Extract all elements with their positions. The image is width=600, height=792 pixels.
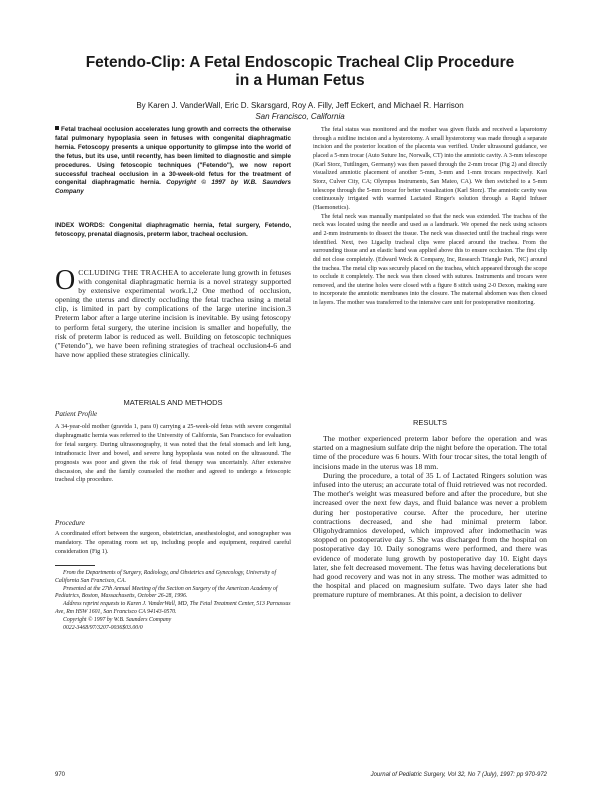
results-text — [313, 434, 547, 600]
paper-title — [0, 54, 600, 90]
paragraph: During the procedure, a total of 35 L of Lactated Ringers solution was infused into the uterus; an accurate total of fluid retrieved was not recorded. The mother's weight was measured before and after the procedure, but she increased over the next few days, and fluid balance was never a problem during her postoperative course. After the procedure, her uterine contractions decreased, and she had minimal preterm labor. Oligohydramnios developed, which improved after indomethacin was stopped on postoperative day 5. She was discharged from the hospital on postoperative day 10. Daily sonograms were performed, and there was evidence of moderate lung growth by postoperative day 10. Eight days later, she felt decreased movement. The fetus was having decelerations but had good recovery and was not in any stress. The mother was admitted to the hospital and placed on magnesium sulfate. Two days later she had premature rupture of membranes. At this point, a decision to deliver — [313, 470, 547, 600]
abstract-copyright: Copyright © 1997 by W.B. Saunders Company — [55, 179, 291, 196]
paragraph: The fetal neck was manually manipulated so that the neck was extended. The trachea of the neck was located using the needle and used as a landmark. We opened the neck using scissors and 2-mm instruments to dissect the tissue. The neck was dissected until the tracheal rings were identified. Next, two Ligaclip tracheal clips were placed around the trachea. From the surrounding tissue and an elastic band was applied above this to ensure occlusion. The first clip did not close completely. (Edward Weck & Company, Inc, Research Triangle Park, NC) around the trachea. The metal clip was securely placed on the trachea, which appeared through the scope to occlude it completely. The neck was then closed with sutures. Instruments and trocars were removed, and the uterine holes were closed with a figure 8 stitch using 2-0 Dexon, making sure to incorporate the amniotic membranes into the closure. The maternal abdomen was then closed in layers. The mother was transferred to the intensive care unit for postoperative monitoring. — [313, 213, 547, 307]
page-number: 970 — [55, 772, 66, 778]
patient-profile-heading: Patient Profile — [55, 410, 98, 418]
journal-citation: Journal of Pediatric Surgery, Vol 32, No 7 (July), 1997: pp 970-972 — [370, 772, 547, 778]
patient-profile-text: A 34-year-old mother (gravida 1, para 0) carrying a 25-week-old fetus with severe congenital diaphragmatic hernia was referred to the University of California, San Francisco for evaluation for fetal surgery. During ultrasonography, it was noted that the fetal stomach and left lung, intrathoracic liver and bowel, and severe lung hypoplasia was noted on the ultrasound. The prognosis was poor and given the risk of fetal therapy was uncertainly. After extensive discussion, she and the family counseled the mother and agreed to undergo a fetoscopic tracheal clip procedure. — [55, 423, 291, 484]
footnote: Address reprint requests to Karen J. VanderWall, MD, The Fetal Treatment Center, 513 Parnassus Ave, Rm HSW 1601, San Francisco CA 94143-0570. — [55, 601, 291, 615]
introduction — [55, 265, 292, 359]
index-words: INDEX WORDS: Congenital diaphragmatic hernia, fetal surgery, Fetendo, fetoscopy, prenatal diagnosis, preterm labor, tracheal occlusion. — [55, 222, 291, 238]
title-line-1: Fetendo-Clip: A Fetal Endoscopic Tracheal Clip Procedure — [85, 54, 515, 71]
paragraph: The fetal status was monitored and the mother was given fluids and received a laparotomy through a midline incision and a hysterotomy. A small hysterotomy was made through a separate incision and the posterior location of the placenta was verified. Under ultrasound guidance, we placed a 5-mm trocar (Auto Suture Inc, Norwalk, CT) into the amniotic cavity. A 3-mm telescope (Karl Storz, Tuttlingen, Germany) was then passed through the 2-mm trocar (Fig 2) and directly visualized amniotic placement of another 5-mm, 3-mm and 1-mm trocars respectively. Karl Storz, Culver City, CA; Olympus Instruments, San Mateo, CA). We then switched to a 5-mm telescope through the 5-mm trocar for better visualization (Karl Storz). The amniotic cavity was continuously irrigated with warmed Lactated Ringer's solution through a Rapid Infuser (Haemonetics). — [313, 127, 547, 211]
square-bullet-icon — [55, 126, 59, 130]
procedure-heading: Procedure — [55, 519, 85, 527]
procedure-continued — [313, 126, 547, 308]
footnote: From the Departments of Surgery, Radiology, and Obstetrics and Gynecology, University of California San Francisco, CA. — [55, 570, 277, 584]
author-list: By Karen J. VanderWall, Eric D. Skarsgard, Roy A. Filly, Jeff Eckert, and Michael R. Harrison — [136, 101, 464, 110]
methods-heading: MATERIALS AND METHODS — [123, 398, 223, 407]
results-heading: RESULTS — [412, 418, 448, 427]
abstract-text: Fetal tracheal occlusion accelerates lung growth and corrects the otherwise fatal pulmonary hypoplasia seen in fetuses with congenital diaphragmatic hernia. Fetoscopy presents a unique opportunity to glimpse into the world of the fetus, but its use, until recently, has been limited to diagnostic and simple procedures. Using fetoscopic techniques ("Fetendo"), we now report successful tracheal occlusion in a 30-week-old fetus for the treatment of congenital diaphragmatic hernia. — [55, 126, 291, 187]
footnote: 0022-3468/97/3207-0036$03.00/0 — [63, 624, 143, 631]
paragraph: The mother experienced preterm labor before the operation and was started on a magnesium sulfate drip the night before the operation. The total time of the procedure was 6 hours. With four trocar sites, the total length of incisions made in the uterus was 18 mm. — [313, 434, 547, 471]
abstract — [55, 126, 291, 197]
footnote: Presented at the 27th Annual Meeting of the Section on Surgery of the American Academy of Pediatrics, Boston, Massachusetts, October 26-28, 1996. — [55, 585, 278, 600]
footnote: Copyright © 1997 by W.B. Saunders Company — [63, 616, 172, 623]
intro-lead: CCLUDING THE TRACHEA — [78, 268, 180, 277]
affiliation: San Francisco, California — [255, 112, 345, 121]
intro-text: to accelerate lung growth in fetuses with congenital diaphragmatic hernia is a novel strategy supported by extensive experimental work.1,2 One method of occlusion, opening the uterus and directly occluding the fetal trachea using a metal clip, is limited in part by complications of the large uterine incision.3 Preterm labor after a large uterine incision is inevitable. By using fetoscopy to perform fetal surgery, the uterine incision is smaller and hopefully, the risk of preterm labor is reduced as well. Building on fetoscopic techniques ("Fetendo"), we have been refining strategies of tracheal occlusion4-6 and have now applied these strategies clinically. — [55, 268, 292, 359]
drop-cap: O — [55, 265, 76, 296]
title-line-2: in a Human Fetus — [235, 72, 365, 89]
footnote-divider — [55, 565, 95, 566]
footnotes — [55, 570, 291, 632]
procedure-text: A coordinated effort between the surgeon, obstetrician, anesthesiologist, and sonographer was mandatory. The operating room set up, including people and equipment, required careful consideration (Fig 1). — [55, 530, 291, 555]
